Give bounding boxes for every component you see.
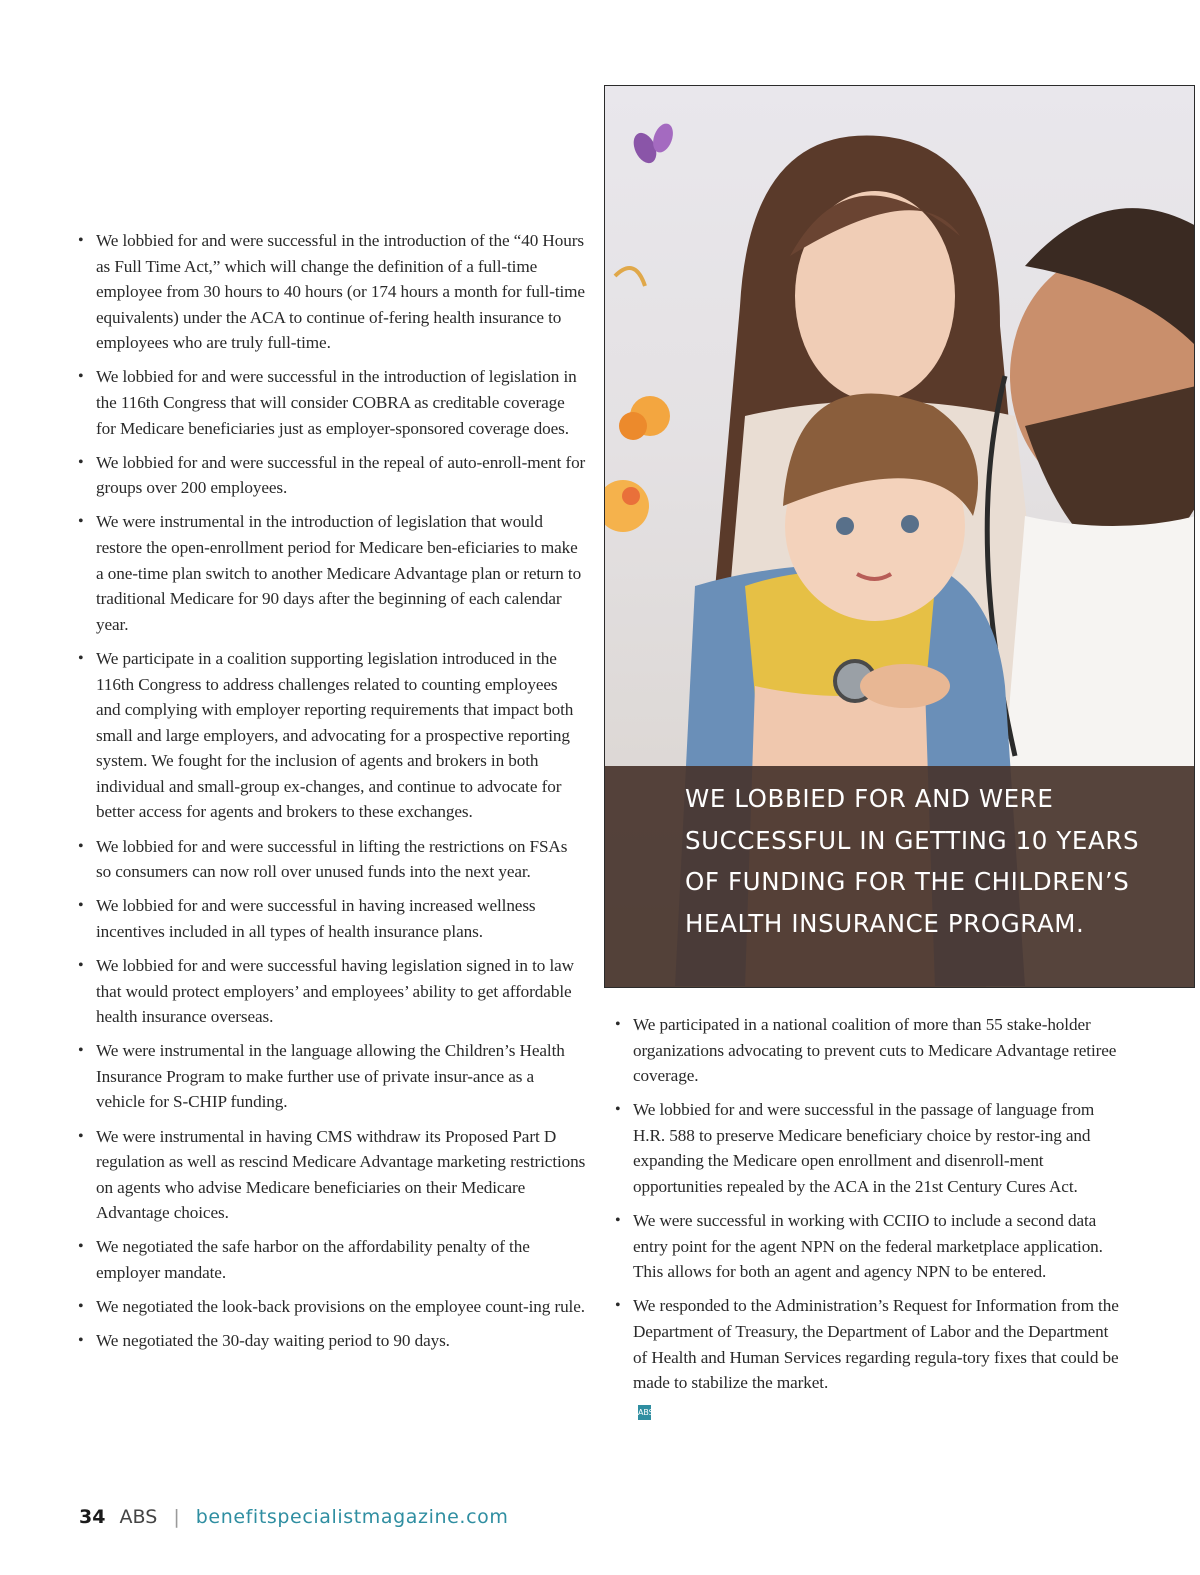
flower-decoration <box>605 268 670 532</box>
list-item-text: • We lobbied for and were successful having legislation signed in to law that would protect employers’ and employees’ ability to get affordable health insurance overseas. <box>96 955 574 1027</box>
list-item-text: • We lobbied for and were successful in the repeal of auto-enroll-ment for groups over 200 employees. <box>96 452 586 498</box>
end-mark-icon: ABS <box>638 1405 651 1420</box>
list-item <box>615 1012 1125 1089</box>
list-item <box>78 450 586 501</box>
list-item <box>78 893 586 944</box>
list-item-text: • We were instrumental in the introduction of legislation that would restore the open-enrollment period for Medicare ben-eficiaries to make a one-time plan switch to another Medicare Advantage plan or return to traditional Medicare for 90 days after the beginning of each calendar year. <box>96 512 582 634</box>
list-item-text: • We responded to the Administration’s Request for Information from the Department of Treasury, the Department of Labor and the Department of Health and Human Services regarding regula-tory fixes that could be made to stabilize the market. <box>633 1296 1119 1393</box>
list-item-text: • We participate in a coalition supporting legislation introduced in the 116th Congress to address challenges related to counting employees and complying with employer reporting requirements that impact both small and large employers, and advocating for a prospective reporting system. We fought for the inclusion of agents and brokers in both individual and small-group ex-changes, and continue to advocate for better access for agents and brokers to these exchanges. <box>96 648 574 822</box>
right-column-bullets <box>615 1012 1125 1430</box>
page-number: 34 <box>79 1506 106 1528</box>
list-item <box>78 228 586 356</box>
list-item-text: • We were instrumental in the language allowing the Children’s Health Insurance Program to make further use of private insur-ance as a vehicle for S-CHIP funding. <box>96 1041 565 1112</box>
list-item <box>78 364 586 441</box>
list-item <box>78 1124 586 1226</box>
feature-photo <box>604 85 1195 988</box>
footer-separator: | <box>173 1506 180 1528</box>
list-item <box>615 1293 1125 1421</box>
list-item <box>78 953 586 1030</box>
caption-overlay <box>605 766 1194 988</box>
list-item-text: • We lobbied for and were successful in having increased wellness incentives included in all types of health insurance plans. <box>96 896 536 941</box>
list-item <box>615 1097 1125 1199</box>
pull-quote: WE LOBBIED FOR AND WERE SUCCESSFUL IN GETTING 10 YEARS OF FUNDING FOR THE CHILDREN’S HEALTH INSURANCE PROGRAM. <box>685 784 1140 938</box>
list-item <box>78 1294 586 1320</box>
list-item-text: • We negotiated the safe harbor on the affordability penalty of the employer mandate. <box>96 1237 530 1282</box>
website-link[interactable]: benefitspecialistmagazine.com <box>195 1506 509 1528</box>
list-item <box>78 1038 586 1115</box>
list-item-text: • We lobbied for and were successful in the introduction of legislation in the 116th Congress that will consider COBRA as creditable coverage for Medicare beneficiaries just as employer-sponsored coverage does. <box>96 367 577 438</box>
list-item-text: • We negotiated the 30-day waiting period to 90 days. <box>96 1331 450 1351</box>
butterfly-decoration <box>629 121 676 167</box>
list-item-text: • We participated in a national coalition of more than 55 stake-holder organizations advocating to prevent cuts to Medicare Advantage retiree coverage. <box>633 1015 1117 1086</box>
magazine-abbreviation: ABS <box>119 1506 158 1528</box>
list-item-text: • We negotiated the look-back provisions on the employee count-ing rule. <box>96 1297 585 1317</box>
list-item <box>78 834 586 885</box>
list-item <box>78 1234 586 1285</box>
list-item <box>78 646 586 825</box>
list-item <box>78 509 586 637</box>
list-item-text: • We lobbied for and were successful in the introduction of the “40 Hours as Full Time Act,” which will change the definition of a full-time employee from 30 hours to 40 hours (or 174 hours a month for full-time equivalents) under the ACA to continue of-fering health insurance to employees who are truly full-time. <box>96 231 585 353</box>
list-item <box>615 1208 1125 1285</box>
page-footer <box>79 1504 508 1530</box>
list-item <box>78 1328 586 1354</box>
left-column-bullets <box>78 228 586 1362</box>
list-item-text: • We lobbied for and were successful in lifting the restrictions on FSAs so consumers can now roll over unused funds into the next year. <box>96 836 568 882</box>
list-item-text: • We were instrumental in having CMS withdraw its Proposed Part D regulation as well as rescind Medicare Advantage marketing restrictions on agents who advise Medicare beneficiaries on their Medicare Advantage choices. <box>96 1126 586 1223</box>
list-item-text: • We lobbied for and were successful in the passage of language from H.R. 588 to preserve Medicare beneficiary choice by restor-ing and expanding the Medicare open enrollment and disenroll-ment opportunities repealed by the ACA in the 21st Century Cures Act. <box>633 1100 1095 1197</box>
list-item-text: • We were successful in working with CCIIO to include a second data entry point for the agent NPN on the federal marketplace application. This allows for both an agent and agency NPN to be entered. <box>633 1211 1103 1282</box>
